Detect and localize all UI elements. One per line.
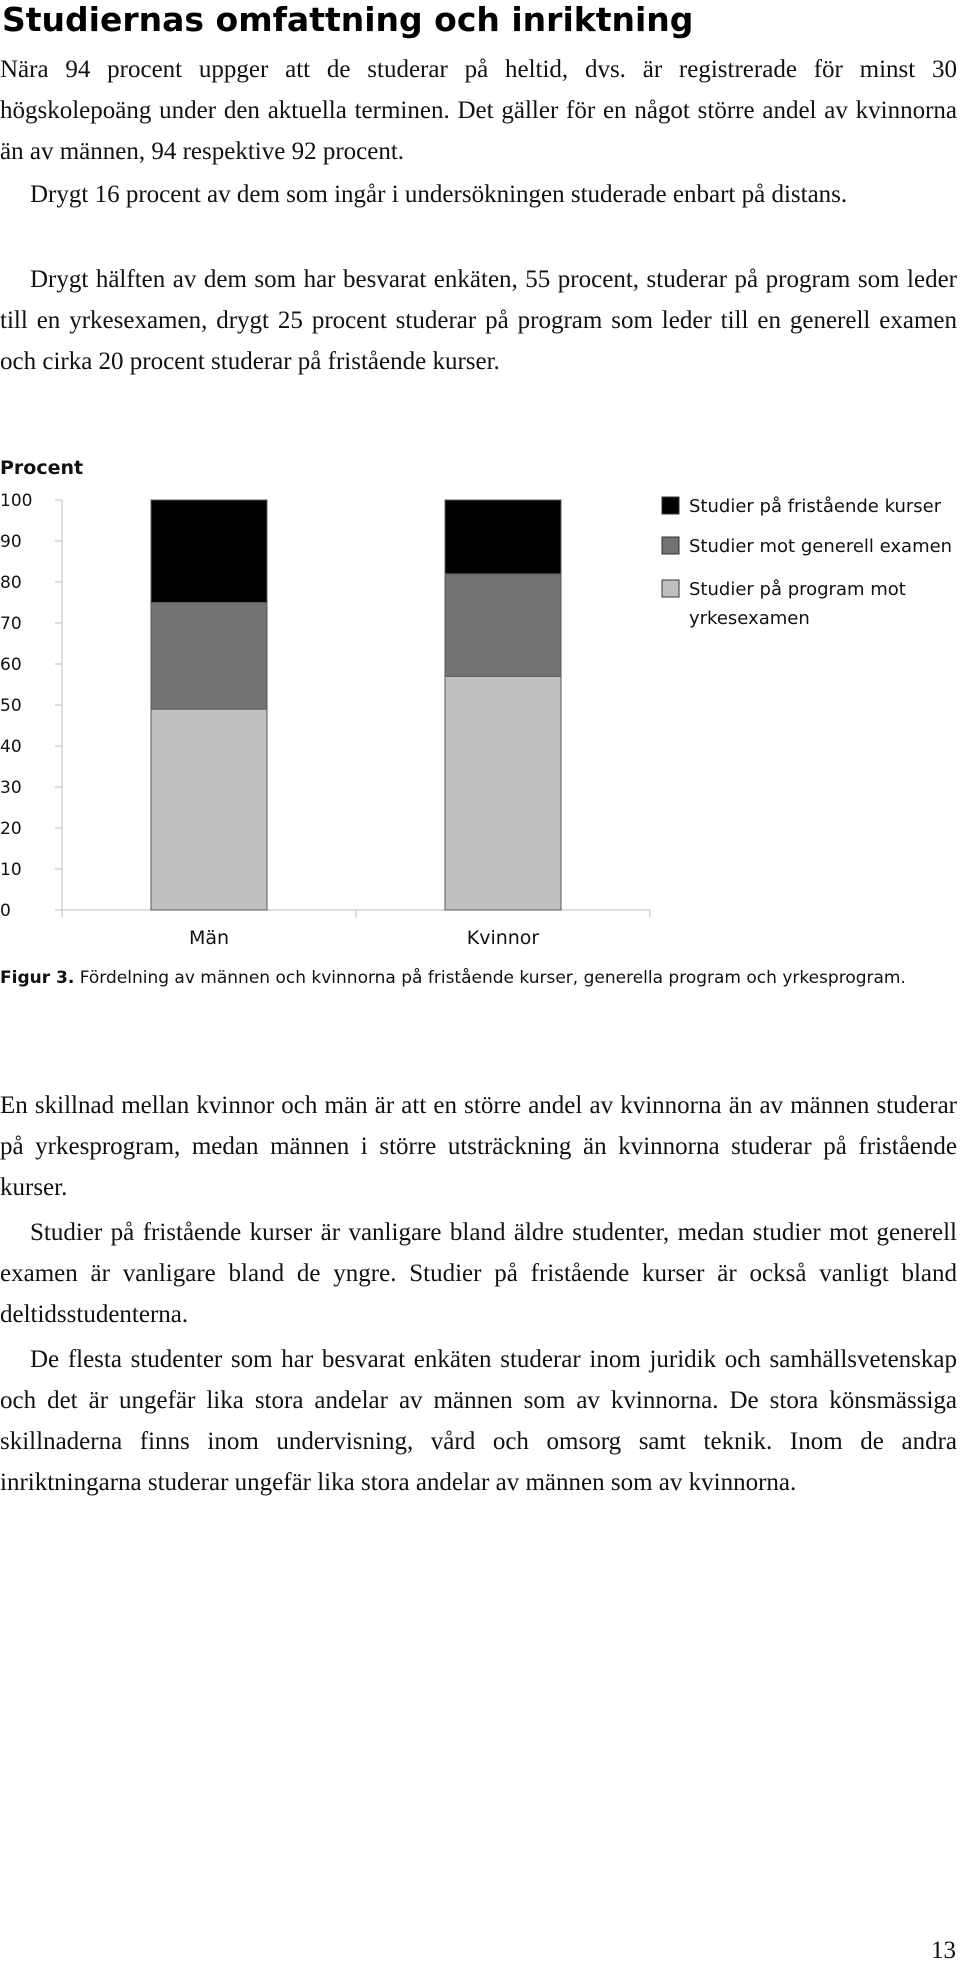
- y-tick-label: 0: [0, 901, 11, 921]
- y-tick-label: 60: [0, 655, 22, 675]
- legend-swatch: [662, 537, 679, 554]
- paragraph-age-difference: Studier på fristående kurser är vanligare bland äldre studenter, medan studier mot generell examen är vanligare bland de yngre. Studier på fristående kurser är också vanligt bland deltidsstudenterna.: [0, 1219, 957, 1328]
- x-category-label: Män: [188, 927, 230, 949]
- bar-segment: [445, 574, 561, 677]
- y-tick-label: 80: [0, 573, 22, 593]
- y-axis-title: Procent: [0, 457, 84, 479]
- y-tick-label: 70: [0, 614, 22, 634]
- figure-label: Figur 3.: [0, 968, 75, 988]
- page-number: 13: [931, 1937, 956, 1964]
- paragraph-programs: Drygt hälften av dem som har besvarat enkäten, 55 procent, studerar på program som leder till en yrkesexamen, drygt 25 procent studerar på program som leder till en generell examen och cirka 20 procent studerar på fristående kurser.: [0, 266, 957, 375]
- bar-segment: [445, 500, 561, 574]
- bar-segment: [445, 676, 561, 910]
- paragraph-gender-difference: En skillnad mellan kvinnor och män är att en större andel av kvinnorna än av männen studerar på yrkesprogram, medan männen i större utsträckning än kvinnorna studerar på fristående kurser.: [0, 1092, 957, 1201]
- y-tick-label: 30: [0, 778, 22, 798]
- stacked-bar-chart: [0, 440, 960, 960]
- y-tick-label: 10: [0, 860, 22, 880]
- y-tick-label: 50: [0, 696, 22, 716]
- y-tick-label: 20: [0, 819, 22, 839]
- figure-caption: [0, 968, 955, 989]
- paragraph-fields: De flesta studenter som har besvarat enkäten studerar inom juridik och samhällsvetenskap och det är ungefär lika stora andelar av männen som av kvinnorna. De stora könsmässiga skillnaderna finns inom undervisning, vård och omsorg samt teknik. Inom de andra inriktningarna studerar ungefär lika stora andelar av männen som av kvinnorna.: [0, 1346, 957, 1496]
- legend-swatch: [662, 497, 679, 514]
- y-tick-label: 100: [0, 491, 33, 511]
- legend-label: Studier mot generell examen: [689, 536, 953, 557]
- y-tick-label: 90: [0, 532, 22, 552]
- paragraph-distance: Drygt 16 procent av dem som ingår i undersökningen studerade enbart på distans.: [30, 181, 848, 208]
- y-tick-label: 40: [0, 737, 22, 757]
- legend-swatch: [662, 580, 679, 597]
- x-category-label: Kvinnor: [466, 927, 540, 949]
- bar-segment: [151, 500, 267, 603]
- bar-segment: [151, 603, 267, 710]
- figure-caption-text: Fördelning av männen och kvinnorna på fristående kurser, generella program och yrkesprogram.: [79, 968, 906, 988]
- bar-segment: [151, 709, 267, 910]
- section-heading: Studiernas omfattning och inriktning: [2, 0, 694, 39]
- paragraph-fulltime: Nära 94 procent uppger att de studerar på heltid, dvs. är registrerade för minst 30 högskolepoäng under den aktuella terminen. Det gäller för en något större andel av kvinnorna än av männen, 94 respektive 92 procent.: [0, 56, 957, 165]
- legend-label: Studier på fristående kurser: [689, 496, 942, 517]
- legend-label: Studier på program mot yrkesexamen: [689, 579, 906, 629]
